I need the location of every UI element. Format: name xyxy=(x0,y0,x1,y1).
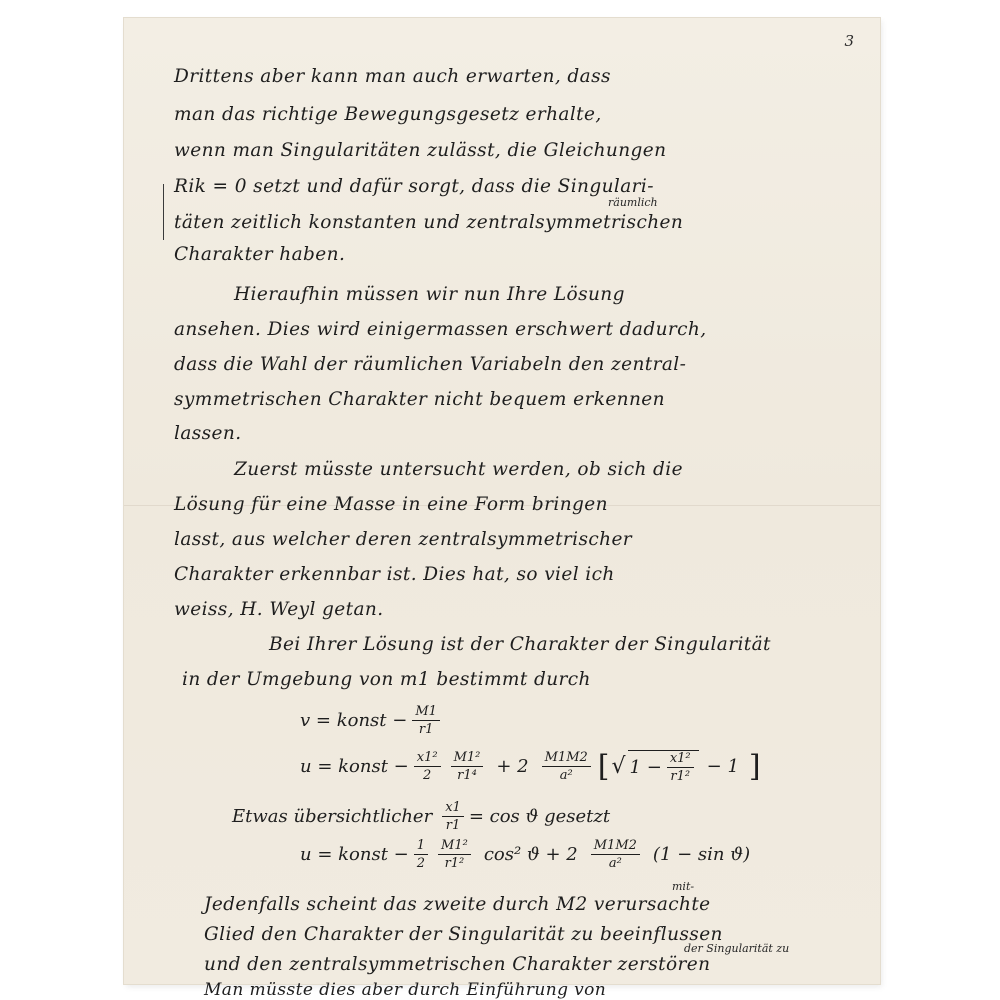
substitution-suffix: = cos ϑ gesetzt xyxy=(468,806,611,827)
fraction xyxy=(667,751,694,784)
text-line: täten zeitlich konstanten und zentralsymmetrischen xyxy=(174,212,684,233)
fraction-denominator: r1 xyxy=(418,722,434,737)
fraction-numerator: M1² xyxy=(438,838,471,855)
open-bracket: [ xyxy=(597,749,610,784)
fraction-numerator: M1M2 xyxy=(591,838,640,855)
fraction-denominator: a² xyxy=(608,856,622,871)
text-line: weiss, H. Weyl getan. xyxy=(174,599,384,620)
text-line: dass die Wahl der räumlichen Variabeln den zentral- xyxy=(174,354,687,375)
insertion-mit: mit- xyxy=(672,880,695,893)
fraction xyxy=(591,838,640,871)
fraction-denominator: r1 xyxy=(445,818,461,833)
formula-u-simplified xyxy=(300,838,758,871)
text-line: Lösung für eine Masse in eine Form bringen xyxy=(174,494,608,515)
text-line: Charakter haben. xyxy=(174,244,346,265)
formula-v xyxy=(300,704,445,737)
text-line: symmetrischen Charakter nicht bequem erkennen xyxy=(174,389,665,410)
text-line: Charakter erkennbar ist. Dies hat, so viel ich xyxy=(174,564,615,585)
fraction-denominator: a² xyxy=(559,768,573,783)
formula-u xyxy=(300,749,763,784)
fraction xyxy=(451,750,484,783)
fraction-denominator: r1⁴ xyxy=(457,768,477,783)
insertion-singularität: der Singularität zu xyxy=(684,942,790,955)
text-line: lasst, aus welcher deren zentralsymmetrischer xyxy=(174,529,633,550)
fraction-numerator: M1² xyxy=(451,750,484,767)
close-bracket: ] xyxy=(748,749,761,784)
fraction xyxy=(442,800,464,833)
fraction xyxy=(414,750,441,783)
formula-lhs: u = konst − xyxy=(300,844,409,865)
page-number: 3 xyxy=(844,32,854,50)
fraction xyxy=(542,750,591,783)
fraction-denominator: 2 xyxy=(423,768,432,783)
closing-line: Glied den Charakter der Singularität zu beeinflussen xyxy=(204,924,723,945)
text-line: Hieraufhin müssen wir nun Ihre Lösung xyxy=(234,284,625,305)
text-line: ansehen. Dies wird einigermassen erschwert dadurch, xyxy=(174,319,707,340)
text-line: Zuerst müsste untersucht werden, ob sich die xyxy=(234,459,683,480)
closing-line: Man müsste dies aber durch Einführung von xyxy=(204,980,607,1000)
margin-mark xyxy=(163,184,164,240)
text-line: lassen. xyxy=(174,423,242,444)
fraction xyxy=(414,838,428,871)
fraction-denominator: r1² xyxy=(670,768,691,784)
closing-line: Jedenfalls scheint das zweite durch M2 verursachte xyxy=(204,894,711,915)
fraction-numerator: M1 xyxy=(412,704,440,721)
closing-line: und den zentralsymmetrischen Charakter zerstören xyxy=(204,954,711,975)
fraction xyxy=(412,704,440,737)
fraction-numerator: x1² xyxy=(414,750,441,767)
text-line: wenn man Singularitäten zulässt, die Gleichungen xyxy=(174,140,667,161)
square-root-content xyxy=(628,750,699,784)
formula-middle: cos² ϑ + 2 xyxy=(483,844,578,865)
substitution-prefix: Etwas übersichtlicher xyxy=(232,806,433,827)
root-text: 1 − xyxy=(629,756,662,778)
formula-lhs: u = konst − xyxy=(300,756,409,777)
fraction-numerator: x1 xyxy=(442,800,464,817)
formula-operator: + 2 xyxy=(496,756,529,777)
text-line: man das richtige Bewegungsgesetz erhalte, xyxy=(174,104,602,125)
fraction-denominator: r1² xyxy=(444,856,465,871)
fraction xyxy=(438,838,471,871)
formula-substitution xyxy=(232,800,610,833)
text-line: Rik = 0 setzt und dafür sorgt, dass die Singulari- xyxy=(174,176,654,197)
fraction-numerator: M1M2 xyxy=(542,750,591,767)
formula-tail: (1 − sin ϑ) xyxy=(652,844,751,865)
formula-lhs: v = konst − xyxy=(300,710,408,731)
square-root-icon: √ xyxy=(611,754,626,779)
manuscript-page xyxy=(124,18,880,1000)
text-line: in der Umgebung von m1 bestimmt durch xyxy=(182,669,591,690)
fraction-numerator: x1² xyxy=(667,751,694,768)
text-line: Drittens aber kann man auch erwarten, dass xyxy=(174,66,611,87)
fraction-numerator: 1 xyxy=(414,838,428,855)
insertion-räumlich: räumlich xyxy=(608,196,658,209)
text-line: Bei Ihrer Lösung ist der Charakter der Singularität xyxy=(269,634,771,655)
formula-tail: − 1 xyxy=(706,756,739,777)
fraction-denominator: 2 xyxy=(416,856,426,871)
